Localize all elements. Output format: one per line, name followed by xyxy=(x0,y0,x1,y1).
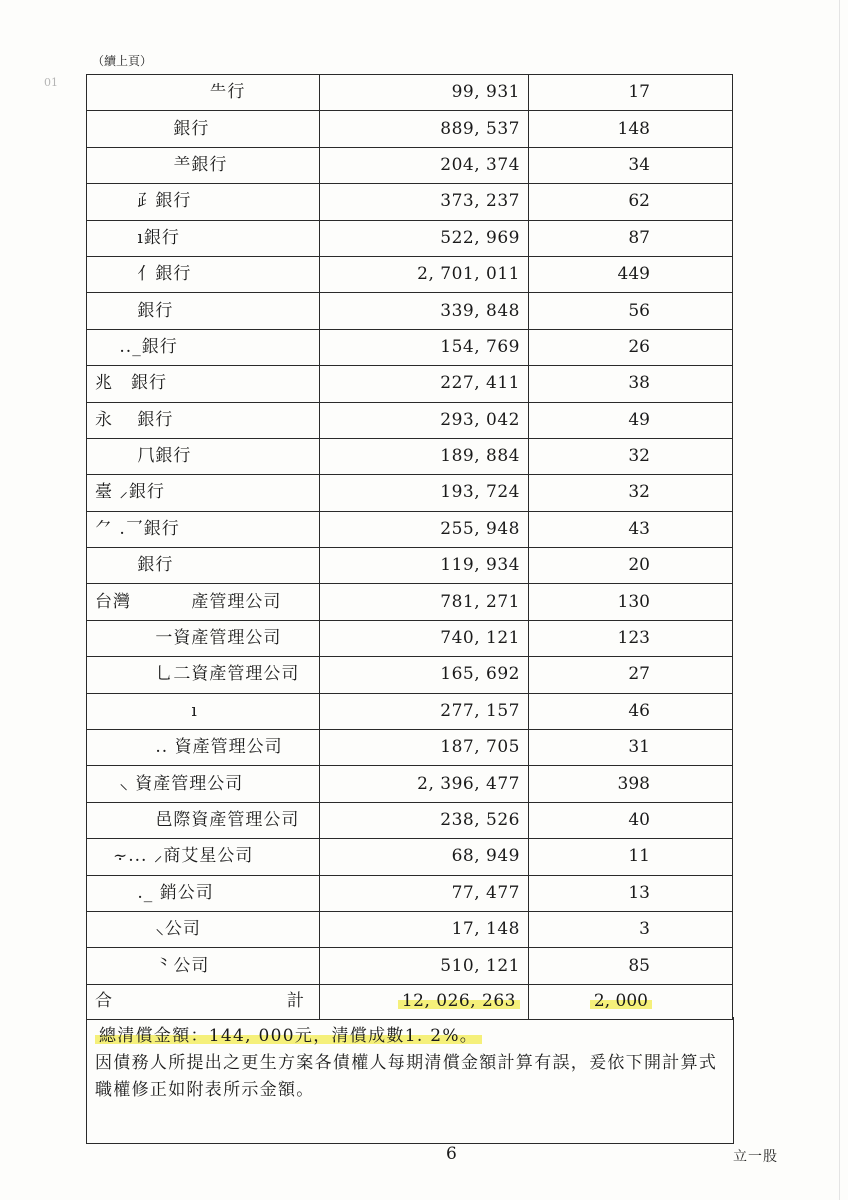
total-count: 2, 000 xyxy=(590,991,652,1011)
table-row xyxy=(87,584,733,620)
table-row xyxy=(87,438,733,474)
installment-count: 11 xyxy=(529,839,733,875)
claim-amount: 189, 884 xyxy=(320,438,529,474)
creditor-name: ⾢際資產管理公司 xyxy=(87,802,320,838)
claim-amount: 522, 969 xyxy=(320,220,529,256)
installment-count: 43 xyxy=(529,511,733,547)
table-row xyxy=(87,147,733,183)
installment-count: 26 xyxy=(529,329,733,365)
total-amount: 12, 026, 263 xyxy=(398,991,520,1011)
table-row xyxy=(87,366,733,402)
table-row xyxy=(87,329,733,365)
creditor-name: 銀行 xyxy=(87,293,320,329)
total-label-right: 計 xyxy=(287,991,305,1012)
installment-count: 32 xyxy=(529,475,733,511)
installment-count: 27 xyxy=(529,657,733,693)
claim-amount: 339, 848 xyxy=(320,293,529,329)
table-row xyxy=(87,220,733,256)
claim-amount: 510, 121 xyxy=(320,948,529,984)
claim-amount: 165, 692 xyxy=(320,657,529,693)
table-row xyxy=(87,911,733,947)
claim-amount: 277, 157 xyxy=(320,693,529,729)
claim-amount: 238, 526 xyxy=(320,802,529,838)
installment-count: 17 xyxy=(529,75,733,111)
claim-amount: 68, 949 xyxy=(320,839,529,875)
claim-amount: 2, 396, 477 xyxy=(320,766,529,802)
claim-amount: 2, 701, 011 xyxy=(320,256,529,292)
installment-count: 85 xyxy=(529,948,733,984)
table-row xyxy=(87,875,733,911)
installment-count: 123 xyxy=(529,620,733,656)
total-count-cell xyxy=(529,984,733,1019)
court-division-stamp: 立一股 xyxy=(733,1149,778,1165)
claim-amount: 740, 121 xyxy=(320,620,529,656)
installment-count: 398 xyxy=(529,766,733,802)
installment-count: 46 xyxy=(529,693,733,729)
installment-count: 31 xyxy=(529,730,733,766)
repayment-summary: 總清償金額：144, 000元，清償成數1. 2%。 xyxy=(95,1026,482,1046)
table-row xyxy=(87,111,733,147)
claim-amount: 119, 934 xyxy=(320,548,529,584)
total-label-left: 合 xyxy=(95,991,113,1012)
table-row xyxy=(87,730,733,766)
claim-amount: 193, 724 xyxy=(320,475,529,511)
installment-count: 87 xyxy=(529,220,733,256)
creditor-name: ⺀公司 xyxy=(87,948,320,984)
table-row xyxy=(87,184,733,220)
claim-amount: 889, 537 xyxy=(320,111,529,147)
continuation-label: （續上頁） xyxy=(92,54,153,68)
claim-amount: 293, 042 xyxy=(320,402,529,438)
installment-count: 130 xyxy=(529,584,733,620)
table-row xyxy=(87,802,733,838)
creditor-name: ⸟... ⸝商艾星公司 xyxy=(87,839,320,875)
creditor-name: ⺪銀行 xyxy=(87,184,320,220)
installment-count: 49 xyxy=(529,402,733,438)
installment-count: 148 xyxy=(529,111,733,147)
table-row xyxy=(87,766,733,802)
creditor-name: 永 銀行 xyxy=(87,402,320,438)
installment-count: 449 xyxy=(529,256,733,292)
table-row xyxy=(87,75,733,111)
creditor-name: 臺 ⸝銀行 xyxy=(87,475,320,511)
scan-edge xyxy=(839,0,840,1200)
table-row xyxy=(87,475,733,511)
claim-amount: 227, 411 xyxy=(320,366,529,402)
creditor-name: 一資產管理公司 xyxy=(87,620,320,656)
creditor-name: ⺷銀行 xyxy=(87,147,320,183)
table-row xyxy=(87,511,733,547)
note-body: 因債務人所提出之更生方案各債權人每期清償金額計算有誤，爰依下開計算式職權修正如附表所示金額。 xyxy=(95,1053,718,1100)
claim-amount: 77, 477 xyxy=(320,875,529,911)
claim-amount: 204, 374 xyxy=(320,147,529,183)
table-row xyxy=(87,402,733,438)
note-box xyxy=(86,1017,734,1144)
creditor-rows xyxy=(87,75,733,1020)
creditor-name: .._銀行 xyxy=(87,329,320,365)
installment-count: 62 xyxy=(529,184,733,220)
margin-mark: 01 xyxy=(44,76,58,89)
creditor-name: ⺈ .⺂銀行 xyxy=(87,511,320,547)
creditor-name: ⺃二資產管理公司 xyxy=(87,657,320,693)
table-row xyxy=(87,839,733,875)
page-number: 6 xyxy=(446,1144,457,1164)
claim-amount: 154, 769 xyxy=(320,329,529,365)
creditor-name: ⺇銀行 xyxy=(87,438,320,474)
claim-amount: 255, 948 xyxy=(320,511,529,547)
installment-count: 3 xyxy=(529,911,733,947)
claim-amount: 373, 237 xyxy=(320,184,529,220)
creditor-name: ⸜ 資產管理公司 xyxy=(87,766,320,802)
creditor-name: 兆 銀行 xyxy=(87,366,320,402)
table-row xyxy=(87,548,733,584)
creditor-name: ⸜公司 xyxy=(87,911,320,947)
creditor-table xyxy=(86,74,733,1020)
creditor-name: ⺅銀行 xyxy=(87,256,320,292)
installment-count: 20 xyxy=(529,548,733,584)
table-row xyxy=(87,948,733,984)
table-row xyxy=(87,693,733,729)
total-label-cell xyxy=(87,984,320,1019)
creditor-name: 銀行 xyxy=(87,548,320,584)
installment-count: 32 xyxy=(529,438,733,474)
installment-count: 34 xyxy=(529,147,733,183)
installment-count: 13 xyxy=(529,875,733,911)
creditor-name: ı銀行 xyxy=(87,220,320,256)
installment-count: 40 xyxy=(529,802,733,838)
table-row xyxy=(87,657,733,693)
installment-count: 38 xyxy=(529,366,733,402)
total-row xyxy=(87,984,733,1019)
creditor-name: .. 資產管理公司 xyxy=(87,730,320,766)
table-row xyxy=(87,256,733,292)
creditor-name: 銀行 xyxy=(87,111,320,147)
table-row xyxy=(87,620,733,656)
claim-amount: 99, 931 xyxy=(320,75,529,111)
claim-amount: 17, 148 xyxy=(320,911,529,947)
claim-amount: 781, 271 xyxy=(320,584,529,620)
creditor-name: 台灣 產管理公司 xyxy=(87,584,320,620)
creditor-name: ._ 銷公司 xyxy=(87,875,320,911)
table-row xyxy=(87,293,733,329)
claim-amount: 187, 705 xyxy=(320,730,529,766)
installment-count: 56 xyxy=(529,293,733,329)
creditor-name: ı xyxy=(87,693,320,729)
total-amount-cell xyxy=(320,984,529,1019)
creditor-name: ⺧行 xyxy=(87,75,320,111)
